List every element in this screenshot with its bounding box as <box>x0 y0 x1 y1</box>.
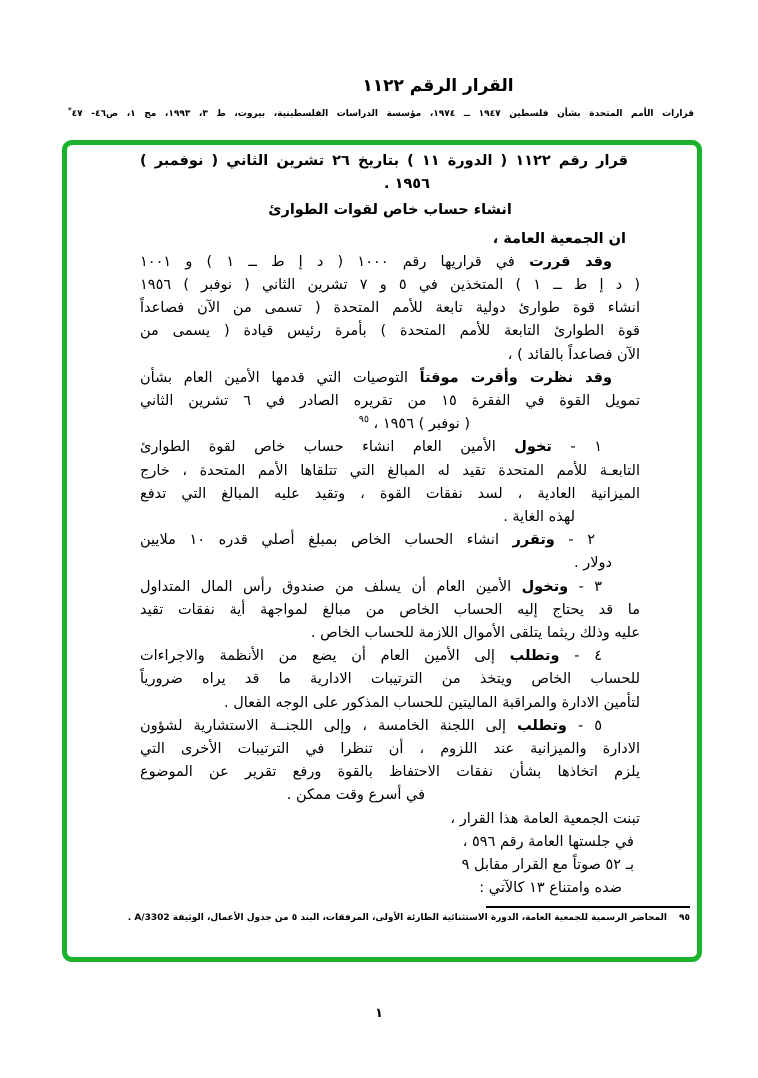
text-line: ١٩٥٦ . <box>384 176 430 193</box>
page-title: القرار الرقم ١١٢٢ <box>362 76 514 96</box>
text-line: قوة الطوارئ التابعة للأمم المتحدة ) بأمرة رئيس قيادة ( يسمى من <box>140 323 640 340</box>
source-citation <box>68 106 695 119</box>
text-line: ٢ - وتقرر انشاء الحساب الخاص بمبلغ أصلي قدره ١٠ ملايين <box>140 532 595 549</box>
text-line: تبنت الجمعية العامة هذا القرار ، <box>450 810 640 827</box>
text-line: عليه وذلك ريثما يتلقى الأموال اللازمة للحساب الخاص . <box>310 625 640 642</box>
text-line: ما قد يحتاج إليه الحساب الخاص من مبالغ لمواجهة أية نفقات تقيد <box>140 601 640 618</box>
footnote-text: المحاضر الرسمية للجمعية العامة، الدورة الاستثنائية الطارئة الأولى، المرفقات، البند ٥ من جدول الأعمال، الوثيقة A/3302 . <box>127 913 667 923</box>
text-line: قرار رقم ١١٢٢ ( الدورة ١١ ) بتاريخ ٢٦ تشرين الثاني ( نوفمبر ) <box>140 153 629 169</box>
text-line: لتأمين الادارة والمراقبة الماليتين للحساب المذكور على الوجه الفعال . <box>224 694 640 711</box>
footnote-number: ٩٥ <box>679 913 690 923</box>
text-line: ٥ - وتطلب إلى اللجنة الخامسة ، وإلى اللجنــة الاستشارية لشؤون <box>140 717 603 734</box>
text-line: دولار . <box>574 555 612 572</box>
text-line: ضده وامتناع ١٣ كالآتي : <box>479 880 622 897</box>
text-line: في أسرع وقت ممكن . <box>286 787 425 804</box>
text-line: لهذه الغاية . <box>503 509 575 526</box>
text-line: الادارة والميزانية عند اللزوم ، أن تنظرا في الترتيبات الأخرى التي <box>140 741 640 758</box>
page-number: ١ <box>375 1006 383 1021</box>
text-line: يلزم اتخاذها بشأن نفقات الاحتفاظ بالقوة ورفع تقرير عن الموضوع <box>140 764 640 781</box>
text-line: تمويل القوة في الفقرة ١٥ من تقريره الصادر في ٦ تشرين الثاني <box>140 393 640 410</box>
text-line: ( د إ ط ــ ١ ) المتخذين في ٥ و ٧ تشرين الثاني ( نوفبر ) ١٩٥٦ <box>140 277 640 294</box>
text-line: ١ - تخول الأمين العام انشاء حساب خاص لقوة الطوارئ <box>140 439 602 456</box>
source-citation-text: قرارات الأمم المتحدة بشأن فلسطين ١٩٤٧ ــ ١٩٧٤، مؤسسة الدراسات الفلسطينية، بيروت، ط ٣، ١٩٩٣، مج ١، ص٤٦- ٤٧ <box>71 109 695 119</box>
citation-footnote-mark: * <box>68 106 72 114</box>
text-line: ( نوفبر ) ١٩٥٦ ، $^{٩٥}$ <box>358 414 470 433</box>
resolution-body <box>140 150 640 901</box>
text-line: وقد قررت في قراريها رقم ١٠٠٠ ( د إ ط ــ ١ ) و ١٠٠١ <box>140 253 613 270</box>
text-line: ان الجمعية العامة ، <box>492 230 626 247</box>
text-line: للحساب الخاص ويتخذ من الترتيبات الادارية ما قد يراه ضرورياً <box>140 671 640 688</box>
text-line: في جلستها العامة رقم ٥٩٦ ، <box>462 833 634 850</box>
text-line: وقد نظرت وأقرت موقتاً التوصيات التي قدمها الأمين العام بشأن <box>140 369 612 386</box>
text-line: انشاء قوة طوارئ دولية تابعة للأمم المتحدة ( تسمى من الآن فصاعداً <box>140 300 640 317</box>
text-line: الميزانية العادية ، لسد نفقات القوة ، وتقيد عليه المبالغ التي تدفع <box>140 485 640 502</box>
text-line: ٣ - وتخول الأمين العام أن يسلف من صندوق رأس المال المتداول <box>140 578 602 595</box>
text-line: التابعـة للأمم المتحدة تقيد له المبالغ التي تتلقاها الأمم المتحدة ، خارج <box>140 462 640 479</box>
footnote-separator-line <box>486 906 690 908</box>
footnote <box>90 913 690 923</box>
text-line: الآن فصاعداً بالقائد ) ، <box>507 346 640 363</box>
text-line: انشاء حساب خاص لقوات الطوارئ <box>268 202 512 219</box>
text-line: بـ ٥٢ صوتاً مع القرار مقابل ٩ <box>461 857 634 874</box>
text-line: ٤ - وتطلب إلى الأمين العام أن يضع من الأنظمة والاجراءات <box>140 648 602 665</box>
